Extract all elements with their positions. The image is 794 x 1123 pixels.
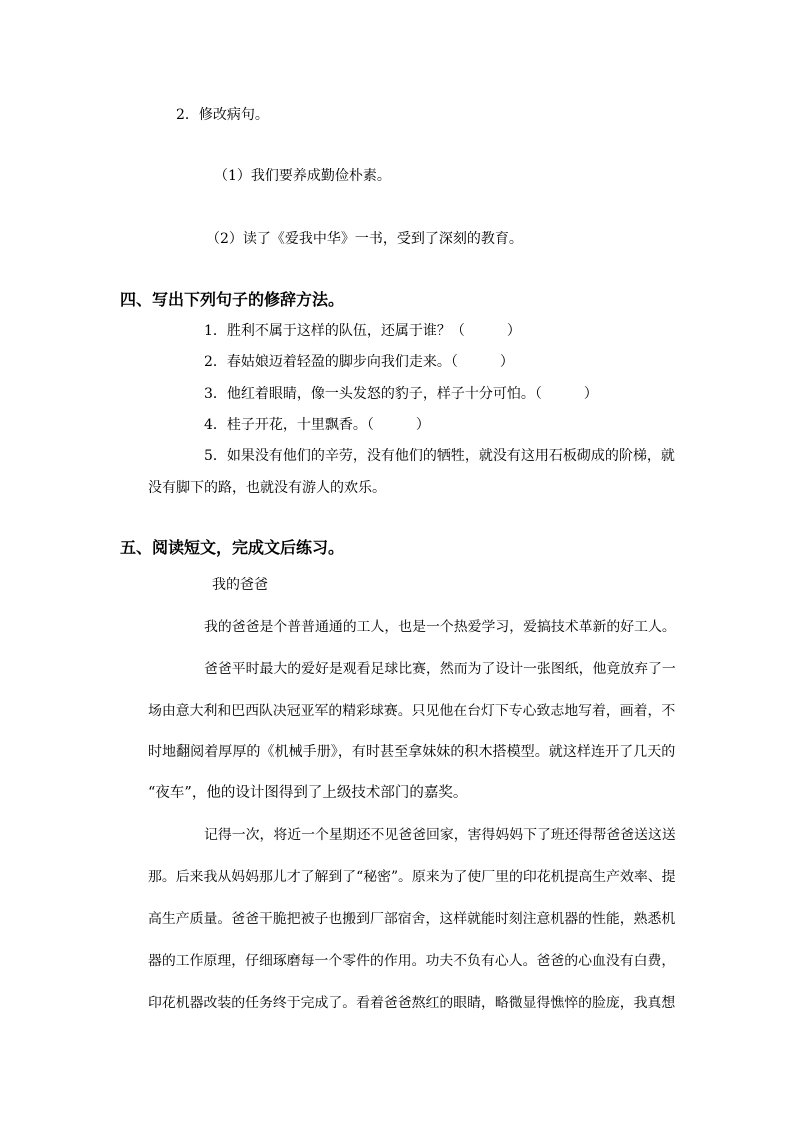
sentence-1: （1）我们要养成勤俭朴素。 xyxy=(214,168,391,184)
sentence-2: （2）读了《爱我中华》一书，受到了深刻的教育。 xyxy=(206,231,523,247)
rhetoric-item-3: 3．他红着眼睛，像一头发怒的豹子，样子十分可怕。（ ） xyxy=(204,386,598,402)
article-line: 时地翻阅着厚厚的《机械手册》，有时甚至拿妹妹的积木搭模型。就这样连开了几天的 xyxy=(148,744,676,760)
article-line: 爸爸平时最大的爱好是观看足球比赛，然而为了设计一张图纸，他竟放弃了一 xyxy=(204,661,676,677)
article-line: “夜车”，他的设计图得到了上级技术部门的嘉奖。 xyxy=(148,785,468,801)
section-4-heading: 四、写出下列句子的修辞方法。 xyxy=(120,290,345,309)
rhetoric-item-4: 4．桂子开花，十里飘香。（ ） xyxy=(204,417,430,433)
rhetoric-item-5-cont: 没有脚下的路，也就没有游人的欢乐。 xyxy=(148,480,386,496)
article-line: 器的工作原理，仔细琢磨每一个零件的作用。功夫不负有心人。爸爸的心血没有白费， xyxy=(148,953,676,969)
article-line: 高生产质量。爸爸干脆把被子也搬到厂部宿舍，这样就能时刻注意机器的性能，熟悉机 xyxy=(148,911,676,927)
article-line: 印花机器改装的任务终于完成了。看着爸爸熬红的眼睛，略微显得憔悴的脸庞，我真想 xyxy=(148,995,676,1011)
article-line: 那。后来我从妈妈那儿才了解到了“秘密”。原来为了使厂里的印花机提高生产效率、提 xyxy=(148,869,676,885)
article-line: 场由意大利和巴西队决冠亚军的精彩球赛。只见他在台灯下专心致志地写着，画着，不 xyxy=(148,703,676,719)
section-5-heading: 五、阅读短文，完成文后练习。 xyxy=(120,538,345,557)
article-line: 记得一次，将近一个星期还不见爸爸回家，害得妈妈下了班还得帮爸爸送这送 xyxy=(204,827,676,843)
rhetoric-item-5: 5．如果没有他们的辛劳，没有他们的牺牲，就没有这用石板砌成的阶梯，就 xyxy=(204,448,675,464)
exercise-2-title: 2．修改病句。 xyxy=(176,107,269,123)
rhetoric-item-1: 1．胜利不属于这样的队伍，还属于谁？（ ） xyxy=(204,323,521,339)
rhetoric-item-2: 2．春姑娘迈着轻盈的脚步向我们走来。（ ） xyxy=(204,354,514,370)
article-title: 我的爸爸 xyxy=(212,577,268,593)
article-line: 我的爸爸是个普普通通的工人，也是一个热爱学习，爱搞技术革新的好工人。 xyxy=(204,619,676,635)
